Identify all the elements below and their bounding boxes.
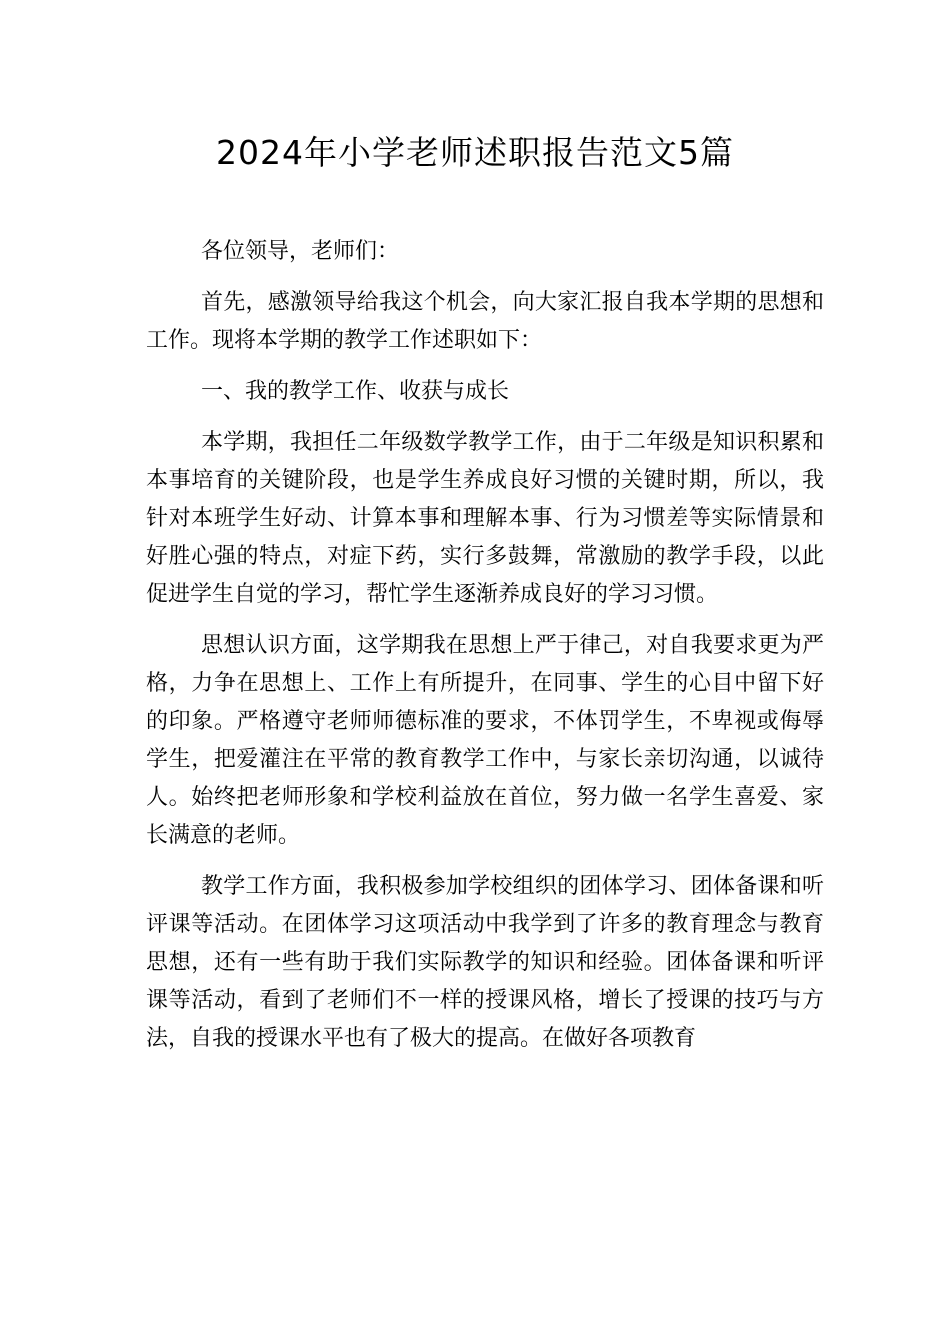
document-body bbox=[146, 233, 824, 1071]
document-title: 2024年小学老师述职报告范文5篇 bbox=[216, 133, 734, 172]
paragraph-teaching: 本学期，我担任二年级数学教学工作，由于二年级是知识积累和本事培育的关键阶段，也是学生养成良好习惯的关键时期，所以，我针对本班学生好动、计算本事和理解本事、行为习惯差等实际情景和好胜心强的特点，对症下药，实行多鼓舞，常激励的教学手段，以此促进学生自觉的学习，帮忙学生逐渐养成良好的学习习惯。 bbox=[146, 430, 824, 607]
paragraph-greeting: 各位领导，老师们： bbox=[201, 239, 400, 264]
paragraph-intro: 首先，感激领导给我这个机会，向大家汇报自我本学期的思想和工作。现将本学期的教学工作述职如下： bbox=[146, 290, 824, 353]
paragraph-teaching-work: 教学工作方面，我积极参加学校组织的团体学习、团体备课和听评课等活动。在团体学习这项活动中我学到了许多的教育理念与教育思想，还有一些有助于我们实际教学的知识和经验。团体备课和听评课等活动，看到了老师们不一样的授课风格，增长了授课的技巧与方法，自我的授课水平也有了极大的提高。在做好各项教育 bbox=[146, 874, 824, 1051]
paragraph-ideology: 思想认识方面，这学期我在思想上严于律己，对自我要求更为严格，力争在思想上、工作上有所提升，在同事、学生的心目中留下好的印象。严格遵守老师师德标准的要求，不体罚学生，不卑视或侮辱学生，把爱灌注在平常的教育教学工作中，与家长亲切沟通，以诚待人。始终把老师形象和学校利益放在首位，努力做一名学生喜爱、家长满意的老师。 bbox=[146, 633, 824, 848]
section-heading: 一、我的教学工作、收获与成长 bbox=[201, 379, 510, 404]
